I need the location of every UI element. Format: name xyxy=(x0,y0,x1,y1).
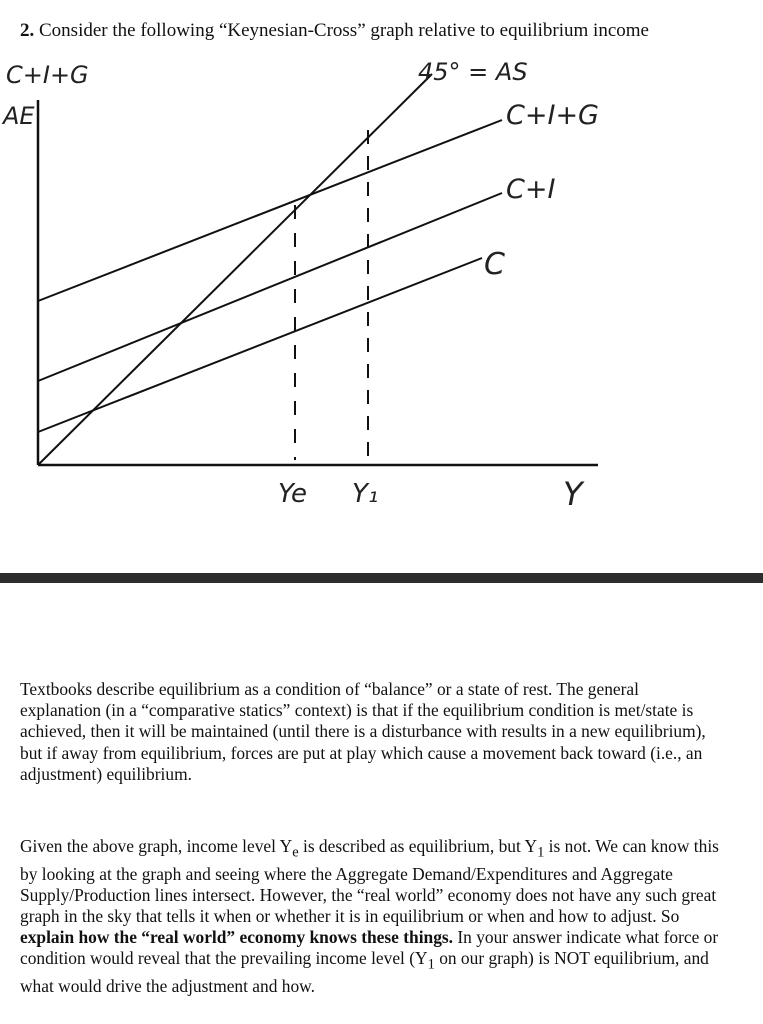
line-c-i xyxy=(38,193,502,381)
p2-text-2: is described as equilibrium, but Y xyxy=(298,836,538,856)
line-cig-label: C+I+G xyxy=(506,100,599,131)
y-axis-label-top: C+I+G xyxy=(6,61,89,89)
line-45-as xyxy=(38,74,432,465)
question-number: 2. xyxy=(20,20,35,41)
p2-text-4: In your answer indicate what force or condition would reveal that the prevailing income level (Y xyxy=(20,927,719,969)
x-tick-ye: Ye xyxy=(278,479,308,509)
section-divider xyxy=(0,573,763,583)
p2-sub-1: 1 xyxy=(537,844,545,861)
line-c-label: C xyxy=(484,247,505,282)
x-tick-y1: Y₁ xyxy=(352,479,379,509)
p2-text-1: Given the above graph, income level Y xyxy=(20,836,293,856)
line-c-i-g xyxy=(38,120,502,301)
x-axis-label: Y xyxy=(563,475,583,513)
paragraph-equilibrium-definition: Textbooks describe equilibrium as a condition of “balance” or a state of rest. The general explanation (in a “comparative statics” context) is that if the equilibrium condition is met/state is achieved, then it will be maintained (until there is a disturbance with results in a new equilibrium), but if away from equilibrium, forces are put at play which cause a movement back toward (i.e., an adjustment) equilibrium. xyxy=(20,679,706,784)
y-axis-label-bottom: AE xyxy=(3,102,35,130)
p2-sub-e: e xyxy=(292,844,299,861)
p2-sub-1b: 1 xyxy=(427,956,435,973)
p2-text-5: on our graph) is NOT equilibrium, and what would drive the adjustment and how. xyxy=(20,948,709,997)
p2-text-3: is not. We can know this by looking at the graph and seeing where the Aggregate Demand/Expenditures and Aggregate Supply/Production lines intersect. However, the “real world” economy does not have any such great graph in the sky that tells it when or whether it is in equilibrium or when and how to adjust. So xyxy=(20,836,719,927)
keynesian-cross-graph xyxy=(0,48,763,518)
line-ci-label: C+I xyxy=(506,174,556,205)
p2-bold-instruction: explain how the “real world” economy knows these things. xyxy=(20,927,454,948)
line-c xyxy=(38,258,482,432)
question-text: Consider the following “Keynesian-Cross” graph relative to equilibrium income xyxy=(39,20,649,41)
paragraph-question-prompt xyxy=(20,836,720,997)
question-heading xyxy=(20,20,649,42)
line-45-label: 45° = AS xyxy=(418,58,528,86)
